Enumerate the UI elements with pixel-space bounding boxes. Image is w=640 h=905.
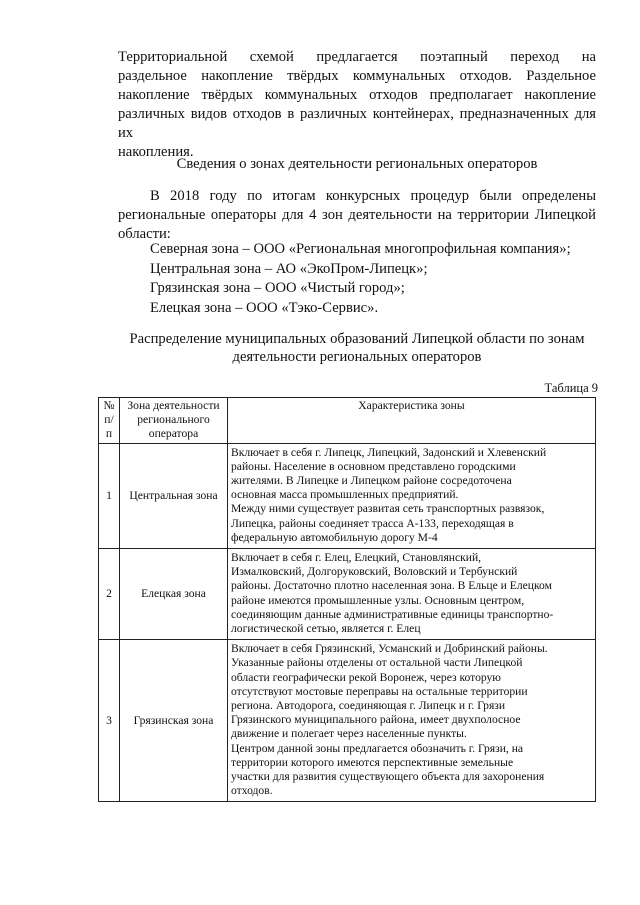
header-zone: Зона деятельности регионального оператора: [120, 398, 228, 444]
list-item: Северная зона – ООО «Региональная многопрофильная компания»;: [150, 241, 571, 257]
row-description: [228, 549, 596, 640]
description-line: Между ними существует развитая сеть транспортных развязок,: [231, 502, 545, 516]
section-heading: Сведения о зонах деятельности региональных операторов: [176, 156, 538, 172]
description-line: районе имеются промышленные узлы. Основным центром,: [231, 593, 525, 607]
distribution-heading-line2: деятельности региональных операторов: [232, 349, 482, 365]
intro-line: накопление твёрдых коммунальных отходов предполагает накопление: [118, 87, 596, 103]
description-line: движение и полегает через населенные пункты.: [231, 727, 467, 741]
row-zone: Центральная зона: [120, 443, 228, 548]
zones-list: [150, 240, 571, 318]
table-row: [99, 549, 596, 640]
description-line: Центром данной зоны предлагается обозначить г. Грязи, на: [231, 741, 524, 755]
description-line: логистической сетью, является г. Елец: [231, 622, 421, 636]
description-line: Липецка, районы соединяет трасса А-133, переходящая в: [231, 516, 514, 530]
description-line: Измалковский, Долгоруковский, Воловский и Тербунский: [231, 565, 518, 579]
list-item: Центральная зона – АО «ЭкоПром-Липецк»;: [150, 260, 428, 277]
description-line: области географически рекой Воронеж, через которую: [231, 670, 501, 684]
operators-paragraph: В 2018 году по итогам конкурсных процедур были определены региональные операторы для 4 зон деятельности на территории Липецкой области:: [118, 188, 596, 242]
description-line: федеральную автомобильную дорогу М-4: [231, 530, 438, 544]
row-description: [228, 443, 596, 548]
intro-line: Территориальной схемой предлагается поэтапный переход на: [118, 49, 596, 65]
description-line: Указанные районы отделены от остальной части Липецкой: [231, 656, 523, 670]
header-characteristic: Характеристика зоны: [228, 398, 596, 444]
row-num: 3: [99, 640, 120, 802]
table-header-row: [99, 398, 596, 444]
row-zone: Грязинская зона: [120, 640, 228, 802]
description-line: Включает в себя г. Елец, Елецкий, Становлянский,: [231, 551, 482, 565]
description-line: Включает в себя Грязинский, Усманский и Добринский районы.: [231, 642, 548, 656]
table-row: [99, 443, 596, 548]
intro-line: накопления.: [118, 144, 194, 160]
description-line: участки для развития существующего объекта для захоронения: [231, 770, 545, 784]
description-line: соединяющим данные административные единицы транспортно-: [231, 607, 554, 621]
description-line: районы. Достаточно плотно населенная зона. В Ельце и Елецком: [231, 579, 552, 593]
row-num: 2: [99, 549, 120, 640]
distribution-heading-line1: Распределение муниципальных образований Липецкой области по зонам: [129, 331, 585, 347]
description-line: Грязинского муниципального района, имеет двухполосное: [231, 713, 521, 727]
row-num: 1: [99, 443, 120, 548]
description-line: региона. Автодорога, соединяющая г. Липецк и г. Грязи: [231, 699, 506, 713]
description-line: основная масса промышленных предприятий.: [231, 488, 459, 502]
row-description: [228, 640, 596, 802]
description-line: отсутствуют мостовые переправы на остальные территории: [231, 684, 528, 698]
intro-line: раздельное накопление твёрдых коммунальных отходов. Раздельное: [118, 68, 596, 84]
intro-line: различных видов отходов в различных контейнерах, предназначенных для их: [118, 106, 596, 141]
description-line: Включает в себя г. Липецк, Липецкий, Задонский и Хлевенский: [231, 445, 547, 459]
table-caption: Таблица 9: [544, 381, 598, 395]
description-line: жителями. В Липецке и Липецком районе сосредоточена: [231, 474, 512, 488]
distribution-heading: [118, 330, 596, 366]
description-line: территории которого имеются перспективные земельные: [231, 755, 514, 769]
row-zone: Елецкая зона: [120, 549, 228, 640]
description-line: отходов.: [231, 784, 273, 798]
zones-table: [98, 397, 596, 802]
header-num: № п/п: [99, 398, 120, 444]
intro-paragraph: [118, 48, 596, 162]
table-row: [99, 640, 596, 802]
description-line: районы. Население в основном представлено городскими: [231, 459, 516, 473]
list-item: Елецкая зона – ООО «Тэко-Сервис».: [150, 299, 379, 316]
list-item: Грязинская зона – ООО «Чистый город»;: [150, 280, 405, 296]
